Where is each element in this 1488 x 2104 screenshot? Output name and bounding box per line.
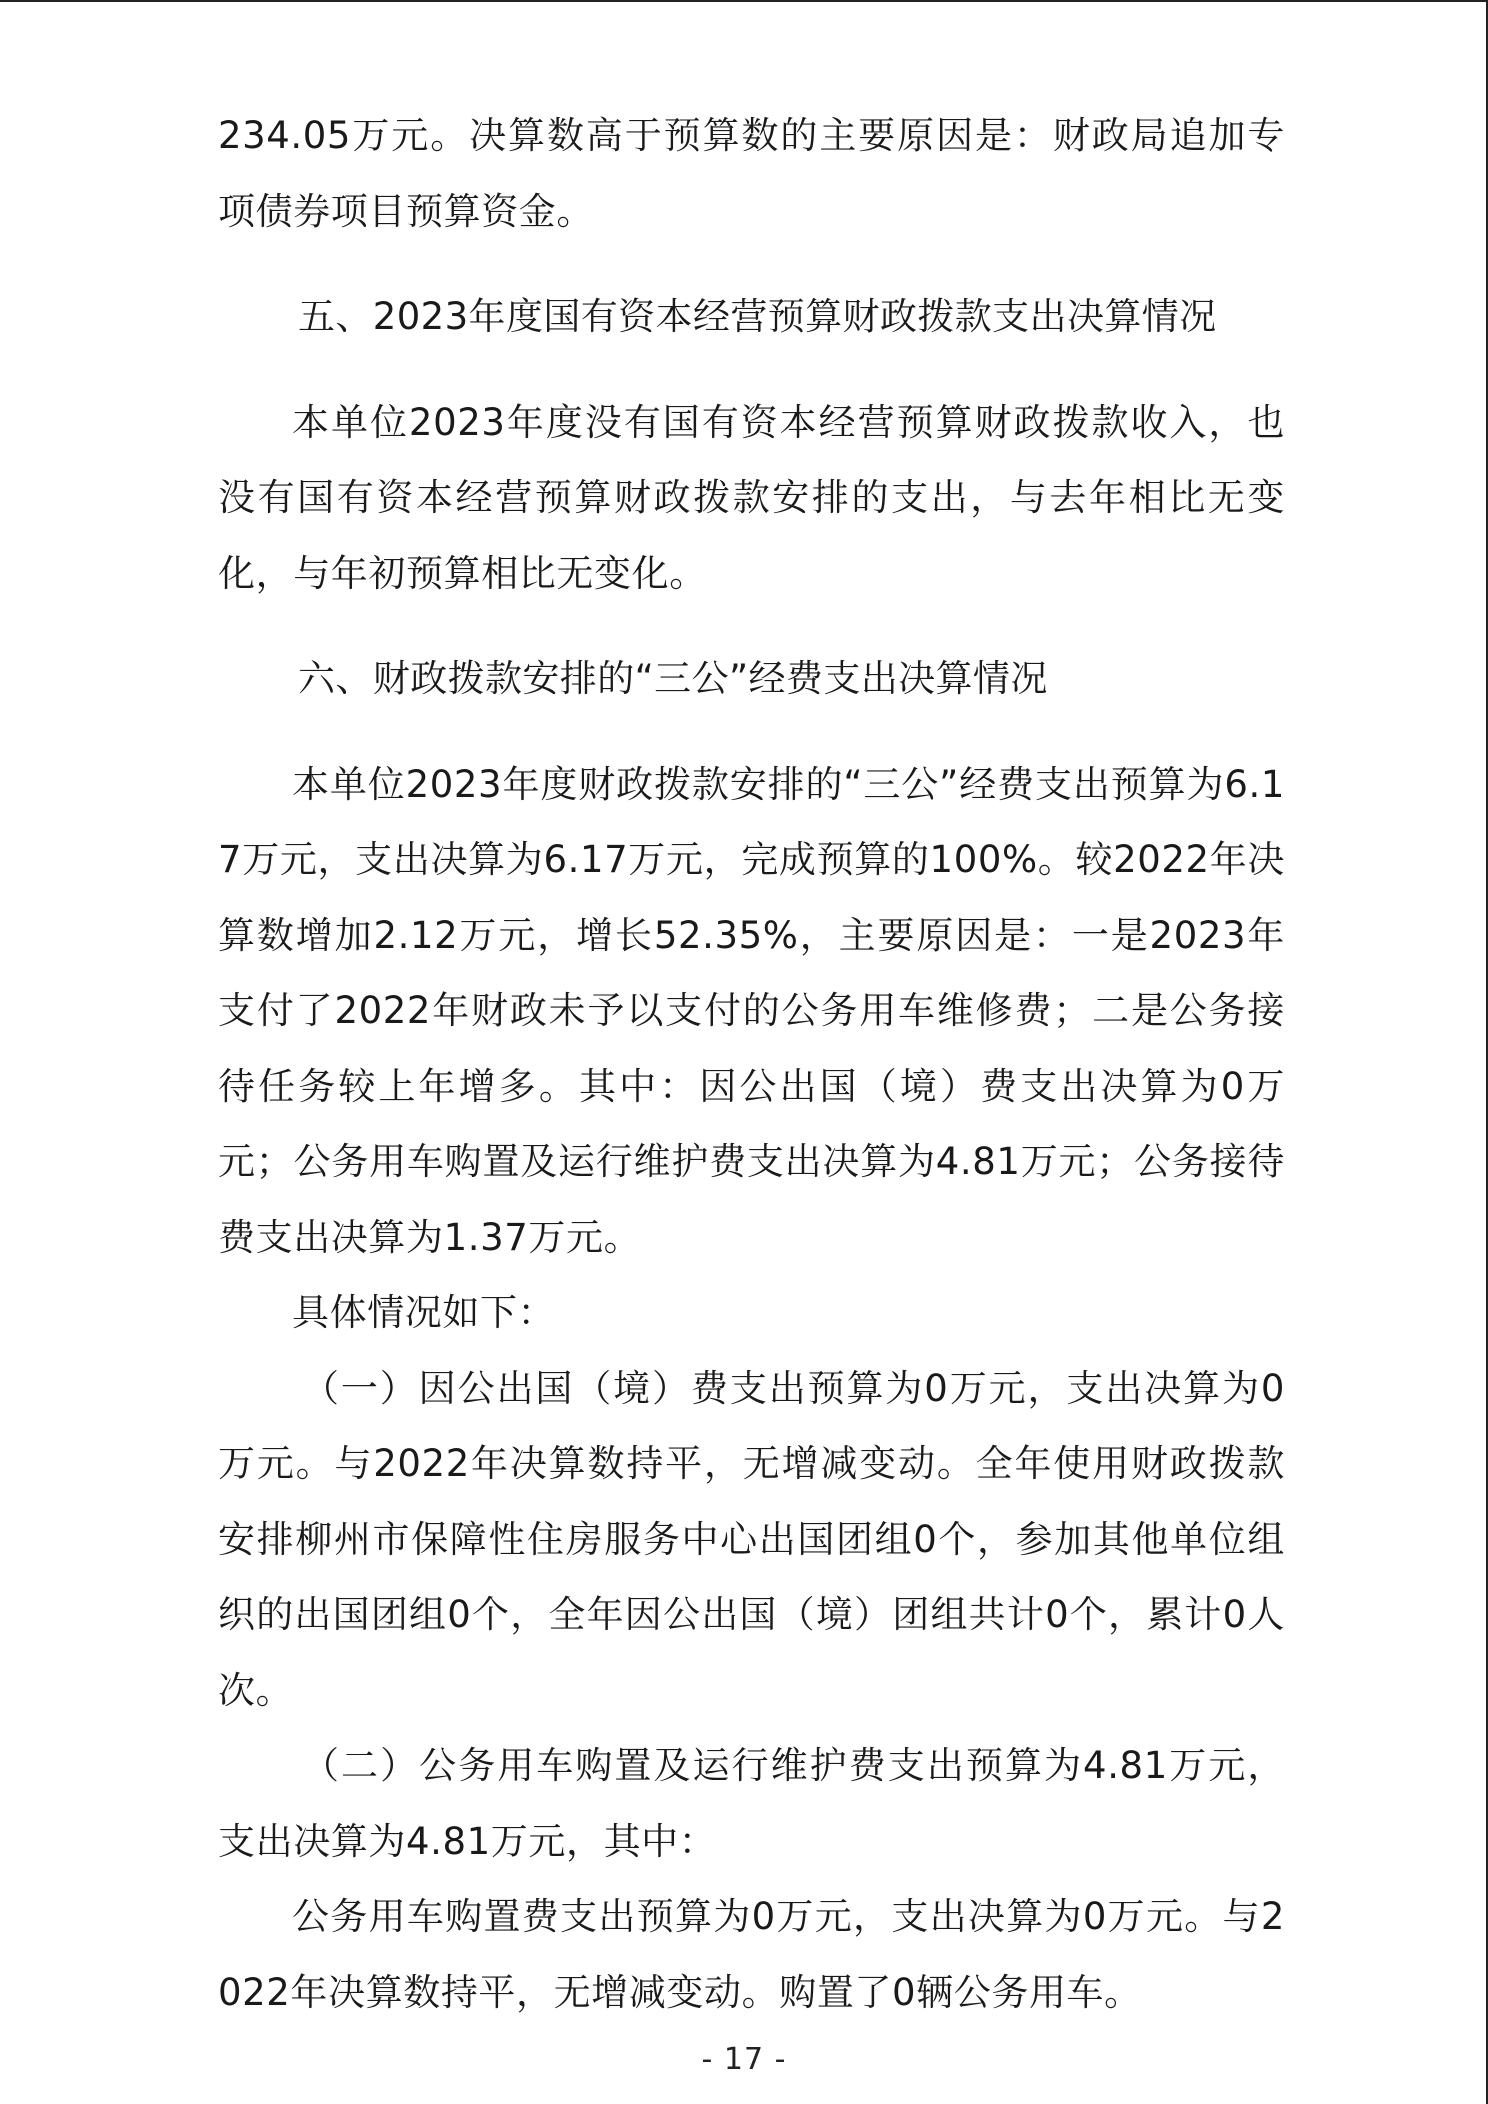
paragraph-vehicle-purchase: 公务用车购置费支出预算为0万元，支出决算为0万元。与2022年决算数持平，无增减变动。购置了0辆公务用车。 [218,1895,1285,2014]
section-heading-6: 六、财政拨款安排的“三公”经费支出决算情况 [298,657,1048,700]
top-border-line [0,0,1488,2]
paragraph-state-capital: 本单位2023年度没有国有资本经营预算财政拨款收入，也没有国有资本经营预算财政拨款安排的支出，与去年相比无变化，与年初预算相比无变化。 [218,400,1285,595]
section-heading-5: 五、2023年度国有资本经营预算财政拨款支出决算情况 [298,295,1217,338]
paragraph-three-public-expenses: 本单位2023年度财政拨款安排的“三公”经费支出预算为6.17万元，支出决算为6.17万元，完成预算的100%。较2022年决算数增加2.12万元，增长52.35%，主要原因是：一是2023年支付了2022年财政未予以支付的公务用车维修费；二是公务接待任务较上年增多。其中：因公出国（境）费支出决算为0万元；公务用车购置及运行维护费支出决算为4.81万元；公务接待费支出决算为1.37万元。 [218,762,1285,1259]
paragraph-budget-reason: 234.05万元。决算数高于预算数的主要原因是：财政局追加专项债券项目预算资金。 [218,114,1285,233]
paragraph-vehicle-expenses: （二）公务用车购置及运行维护费支出预算为4.81万元，支出决算为4.81万元，其中： [218,1744,1285,1863]
document-page [218,98,1285,2030]
page-number: - 17 - [701,2042,787,2077]
paragraph-details-intro: 具体情况如下： [292,1291,556,1334]
paragraph-overseas-travel: （一）因公出国（境）费支出预算为0万元，支出决算为0万元。与2022年决算数持平，无增减变动。全年使用财政拨款安排柳州市保障性住房服务中心出国团组0个，参加其他单位组织的出国团组0个，全年因公出国（境）团组共计0个，累计0人次。 [218,1366,1285,1712]
